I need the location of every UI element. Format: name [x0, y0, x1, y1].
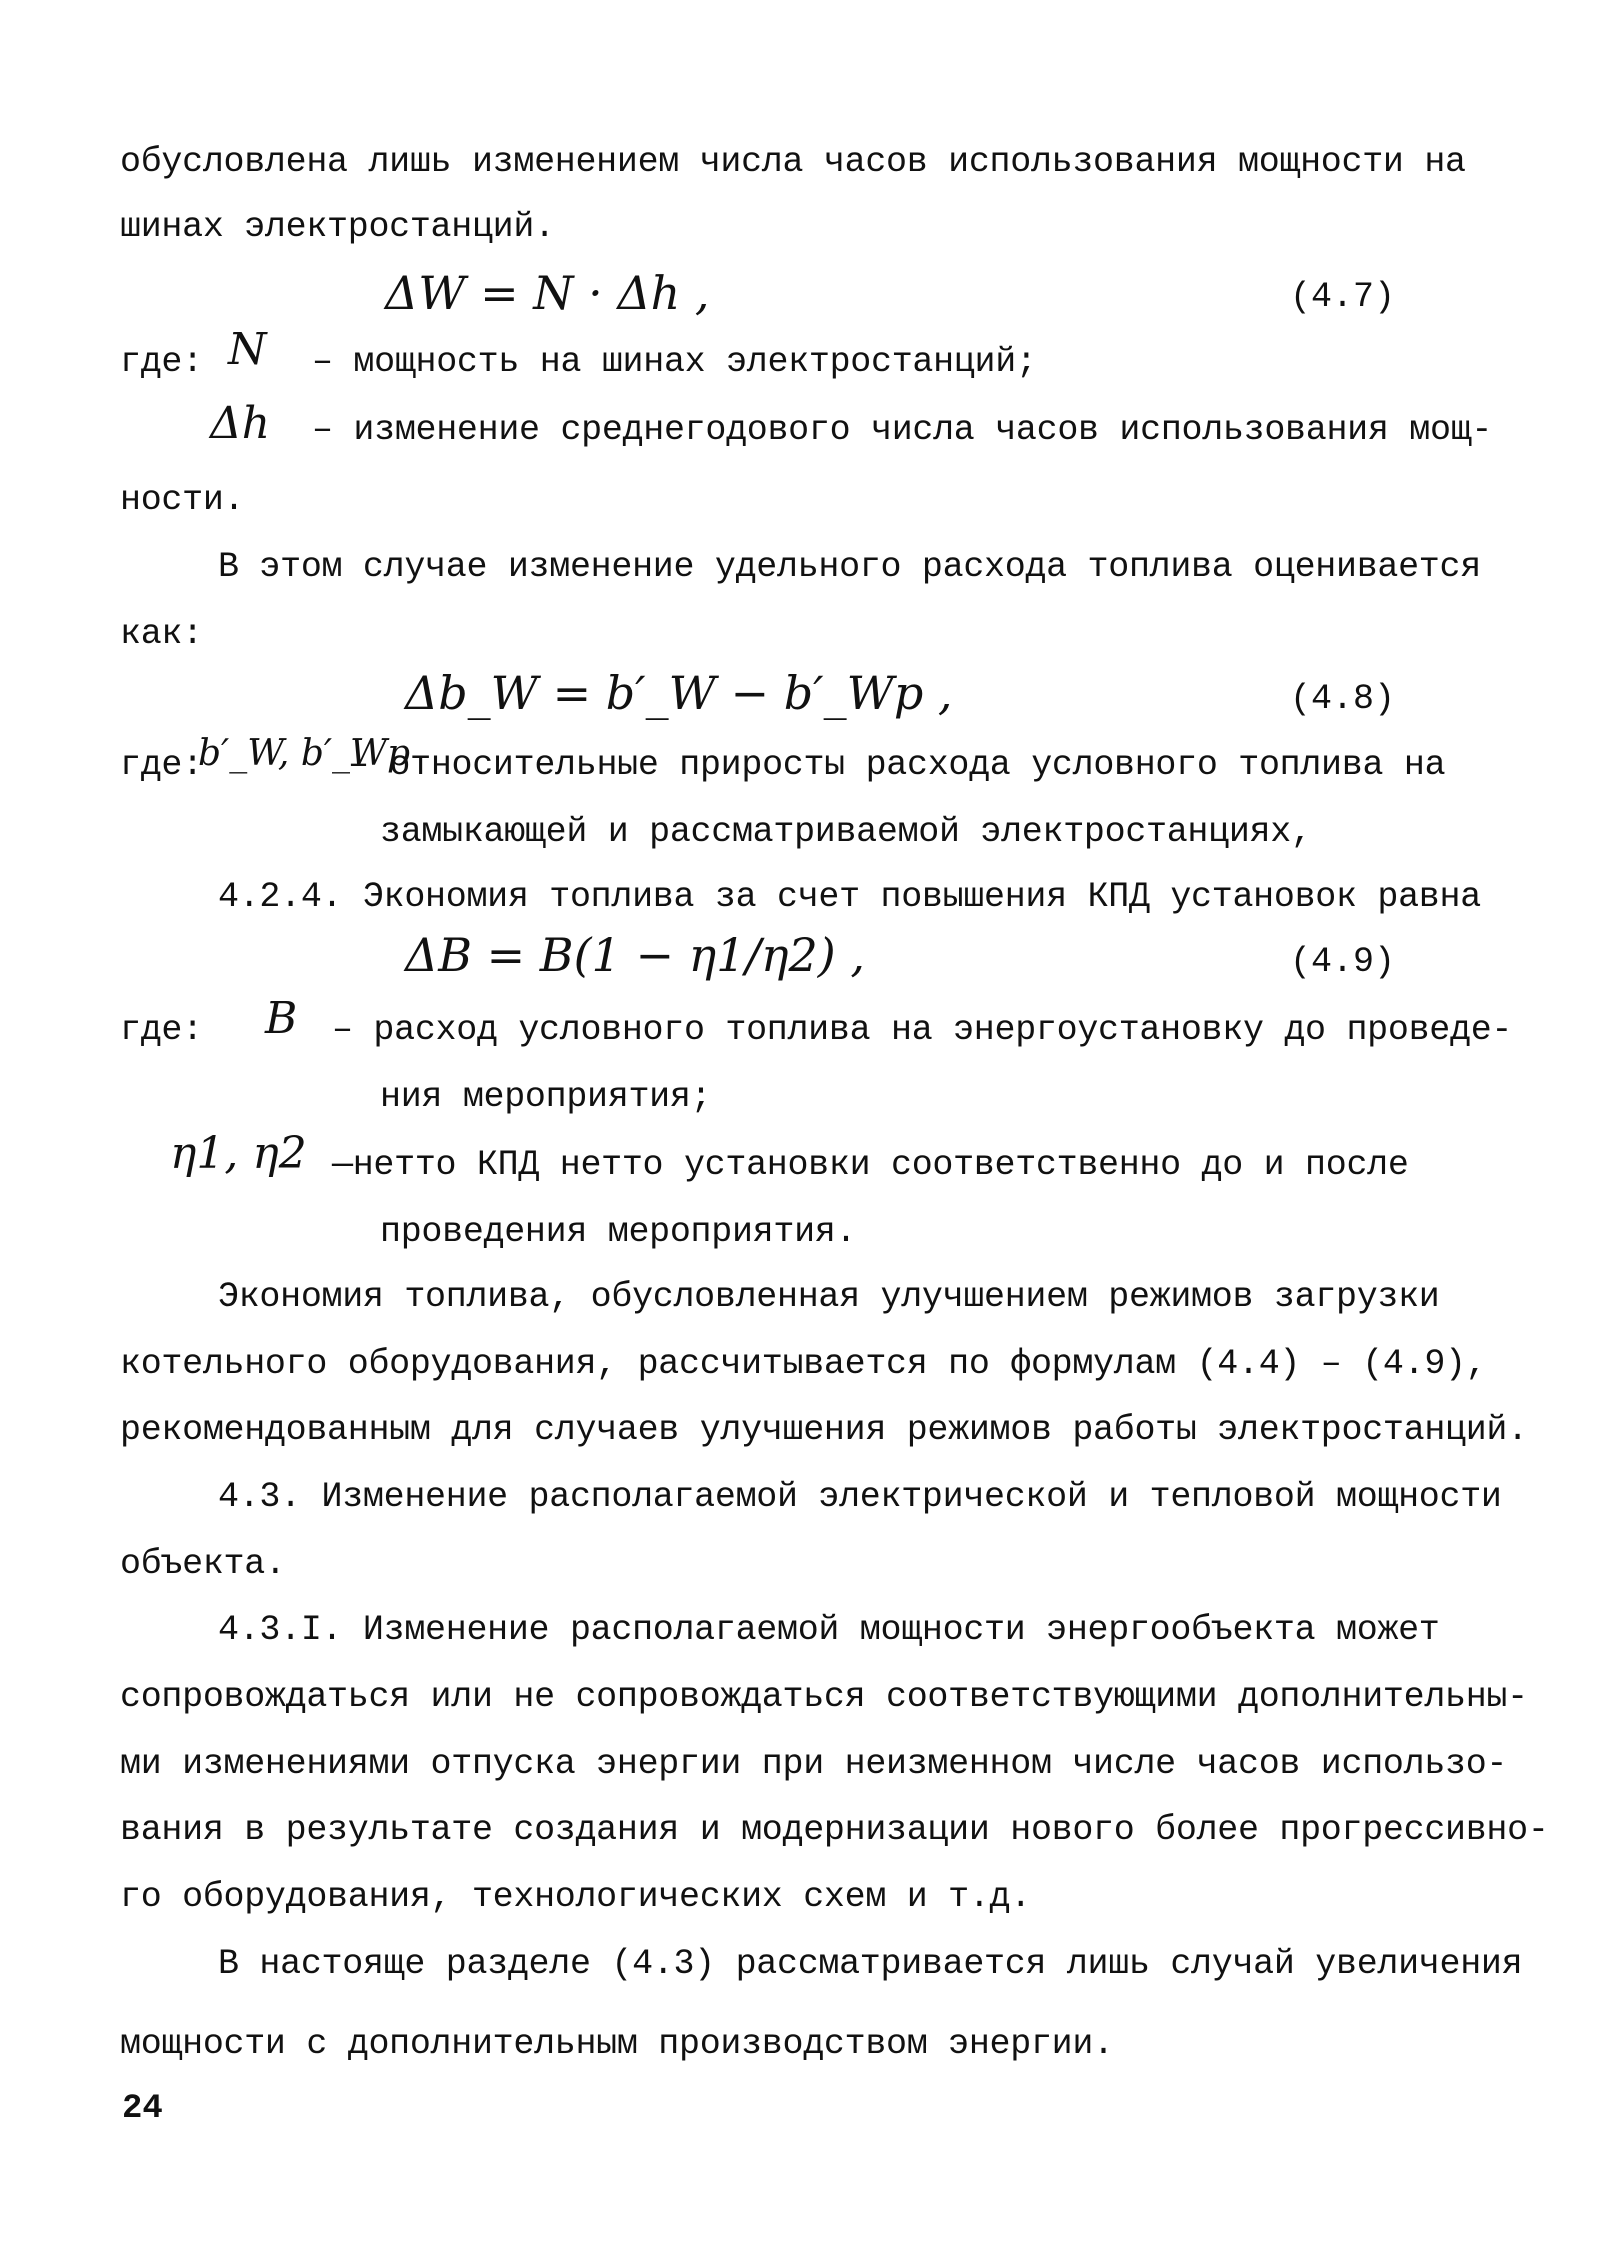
text-line: – относительные приросты расхода условного топлива на: [348, 745, 1446, 785]
text-line: – расход условного топлива на энергоустановку до проведе-: [332, 1010, 1513, 1050]
text-line-label: где:: [120, 342, 203, 382]
symbol-b-w: b′_W, b′_Wp: [198, 733, 411, 774]
text-line: как:: [120, 614, 203, 654]
text-line: ния мероприятия;: [380, 1077, 712, 1117]
text-line: замыкающей и рассматриваемой электростанциях,: [380, 812, 1312, 852]
symbol-b: B: [265, 993, 298, 1044]
formula-4-8: Δb_W = b′_W − b′_Wp ,: [405, 666, 953, 720]
text-line: вания в результате создания и модернизации нового более прогрессивно-: [120, 1810, 1549, 1850]
formula-4-7: ΔW = N · Δh ,: [385, 266, 710, 320]
text-line: объекта.: [120, 1544, 286, 1584]
text-line-label: где:: [120, 745, 203, 785]
text-line: рекомендованным для случаев улучшения режимов работы электростанций.: [120, 1410, 1528, 1450]
text-line: мощности с дополнительным производством энергии.: [120, 2024, 1114, 2064]
formula-4-9: ΔB = B(1 − η1/η2) ,: [405, 928, 865, 982]
text-line: В настояще разделе (4.3) рассматривается лишь случай увеличения: [218, 1944, 1523, 1984]
text-line: шинах электростанций.: [120, 207, 555, 247]
text-line: – изменение среднегодового числа часов использования мощ-: [312, 410, 1493, 450]
text-line: 4.3.I. Изменение располагаемой мощности энергообъекта может: [218, 1610, 1440, 1650]
text-line: В этом случае изменение удельного расхода топлива оценивается: [218, 547, 1481, 587]
text-line: сопровождаться или не сопровождаться соответствующими дополнительны-: [120, 1677, 1528, 1717]
text-line: котельного оборудования, рассчитывается по формулам (4.4) – (4.9),: [120, 1344, 1487, 1384]
text-line: ми изменениями отпуска энергии при неизменном числе часов использо-: [120, 1744, 1508, 1784]
text-line-label: где:: [120, 1010, 203, 1050]
equation-number: (4.8): [1290, 679, 1396, 719]
equation-number: (4.9): [1290, 942, 1396, 982]
text-line: ности.: [120, 480, 245, 520]
section-heading: 4.3. Изменение располагаемой электрической и тепловой мощности: [218, 1477, 1502, 1517]
text-line: – мощность на шинах электростанций;: [312, 342, 1037, 382]
text-line: го оборудования, технологических схем и т.д.: [120, 1877, 1031, 1917]
symbol-eta: η1, η2: [170, 1128, 307, 1179]
symbol-delta-h: Δh: [210, 398, 271, 449]
equation-number: (4.7): [1290, 277, 1396, 317]
text-line: Экономия топлива, обусловленная улучшением режимов загрузки: [218, 1277, 1440, 1317]
text-line: проведения мероприятия.: [380, 1212, 857, 1252]
text-line: 4.2.4. Экономия топлива за счет повышения КПД установок равна: [218, 877, 1481, 917]
text-line: —нетто КПД нетто установки соответственно до и после: [332, 1145, 1409, 1185]
text-line: обусловлена лишь изменением числа часов использования мощности на: [120, 142, 1466, 182]
page-number: 24: [122, 2090, 163, 2128]
symbol-n: N: [228, 324, 267, 375]
